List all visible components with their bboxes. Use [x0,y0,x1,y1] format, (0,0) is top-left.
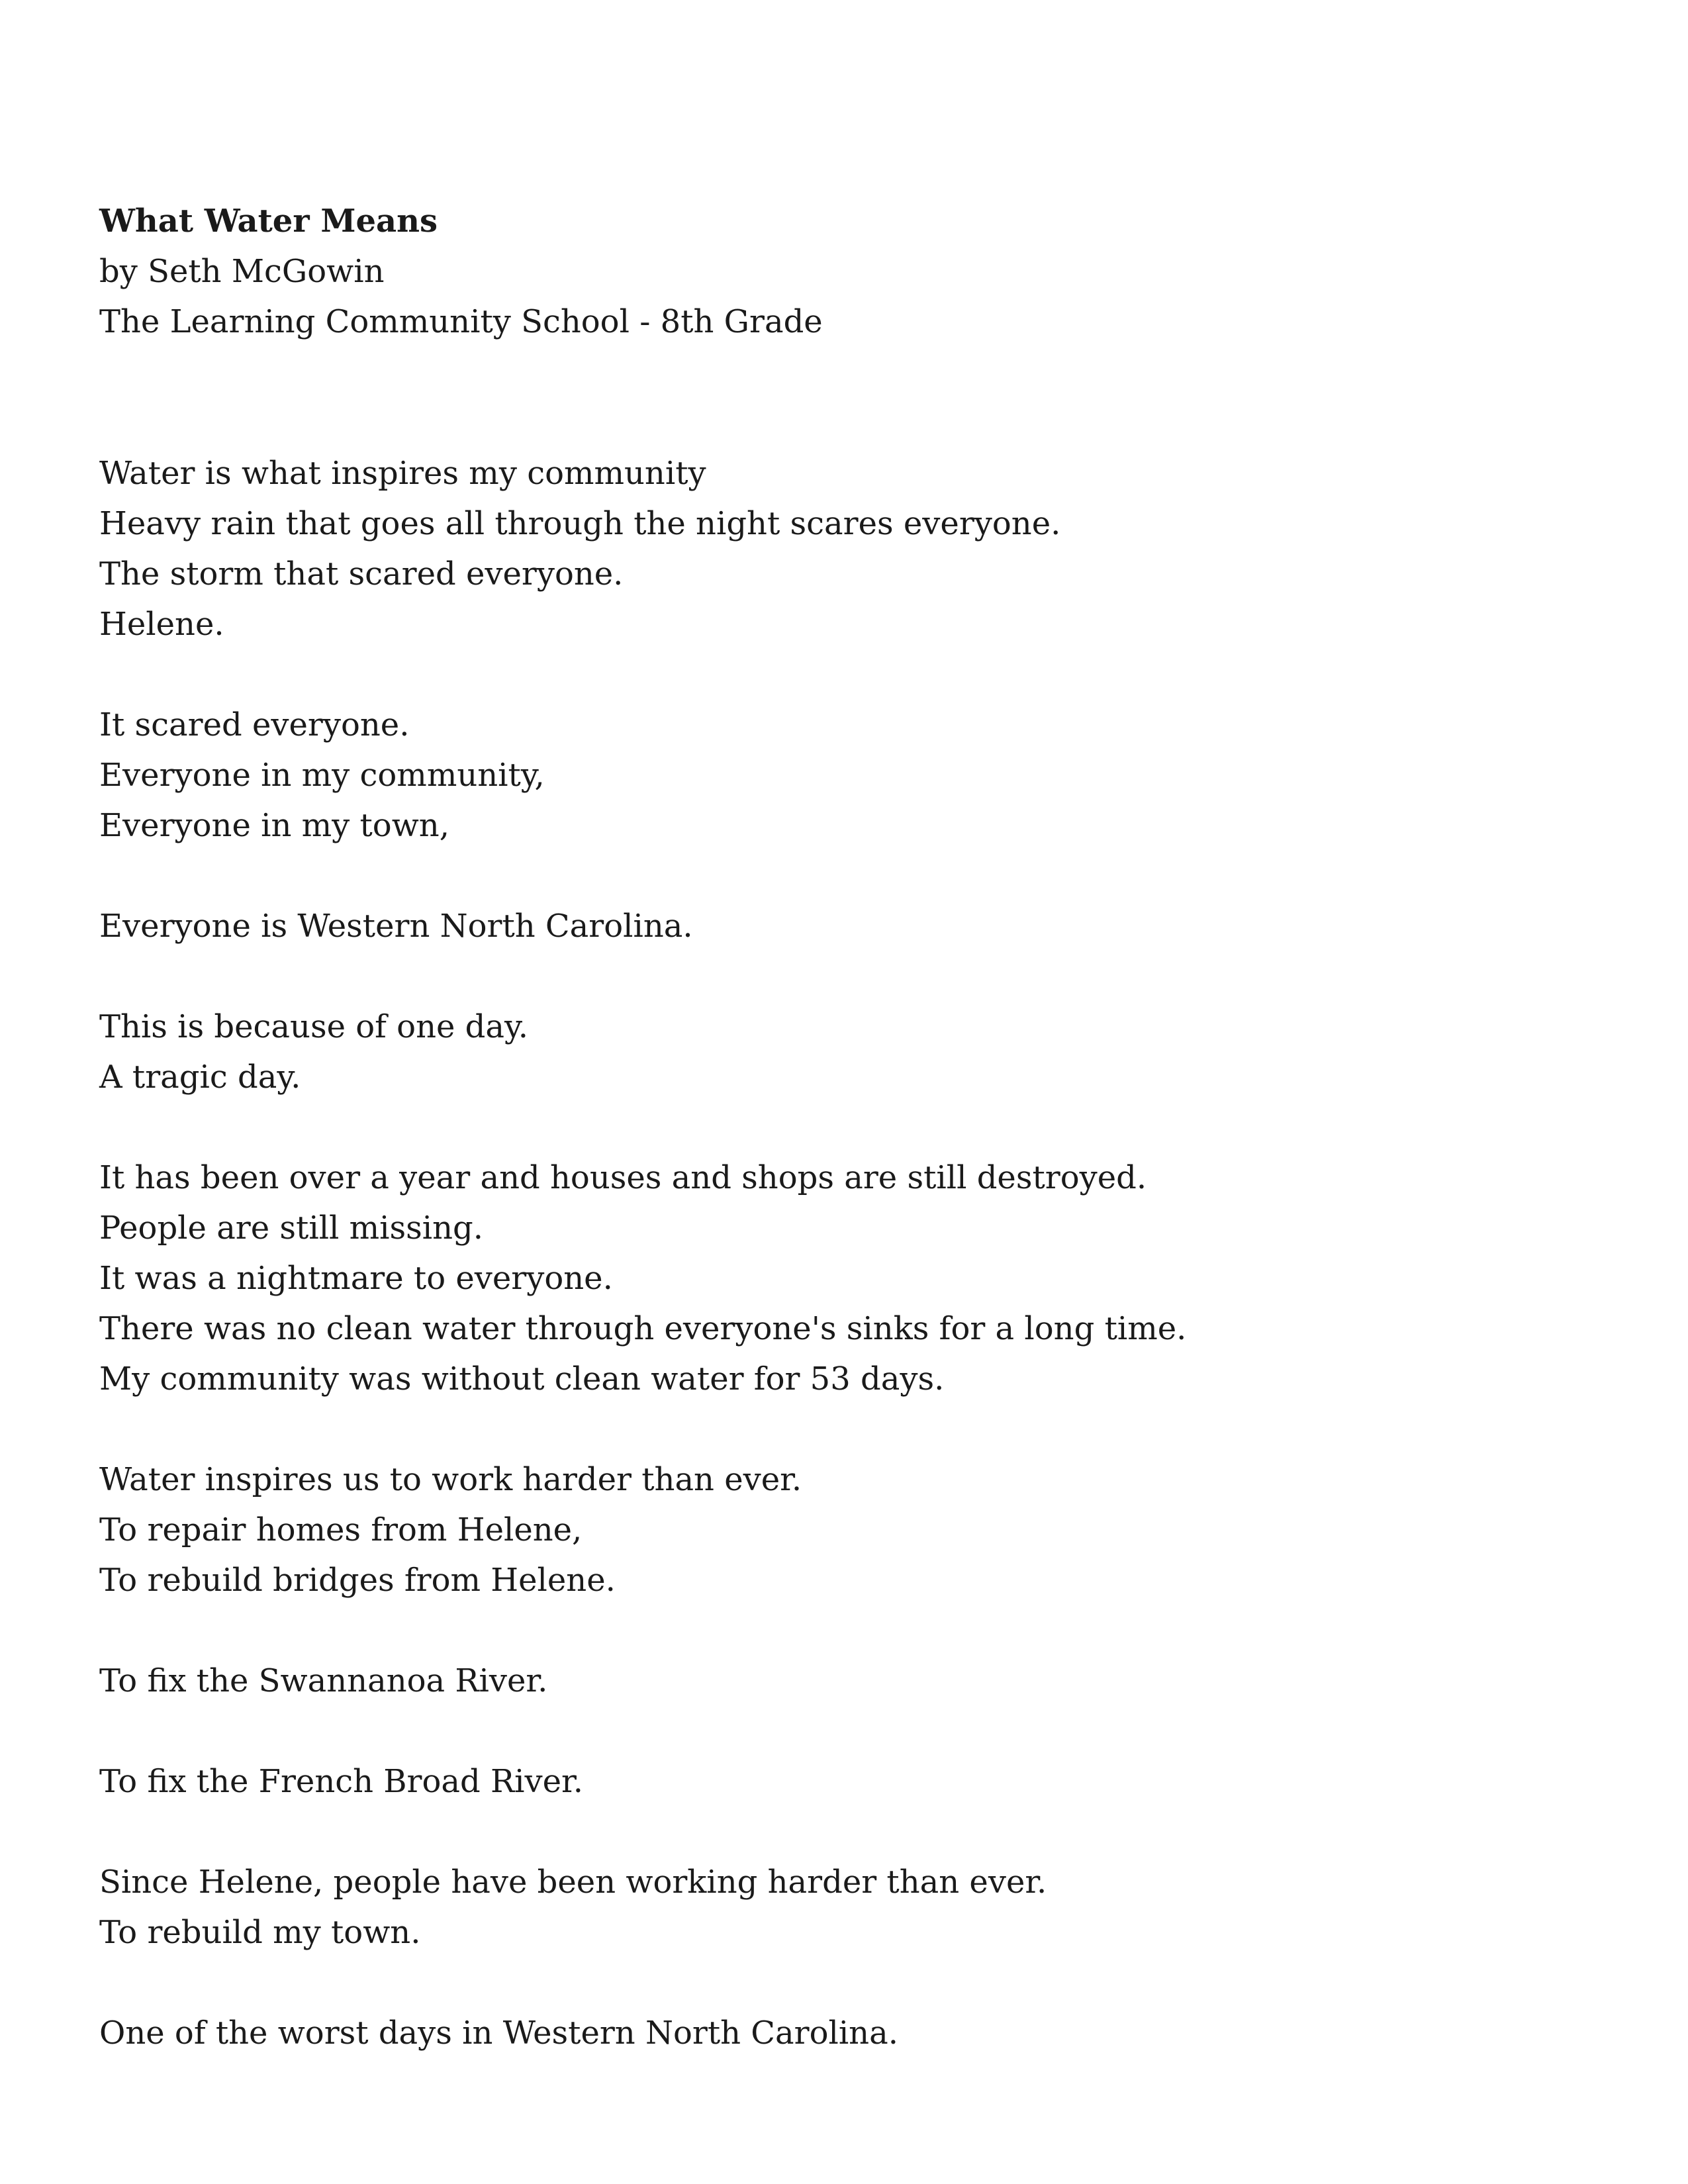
poem-body [99,448,1186,2058]
stanza [99,1153,1186,1404]
poem-line: People are still missing. [99,1210,484,1247]
poem-line: It has been over a year and houses and shops are still destroyed. [99,1159,1147,1196]
stanza [99,700,1186,851]
poem-line: Everyone in my community, [99,757,545,794]
poem-line: There was no clean water through everyone's sinks for a long time. [99,1310,1187,1347]
poem-author: by Seth McGowin [99,253,385,290]
poem-line: This is because of one day. [99,1008,528,1045]
poem-line: Since Helene, people have been working harder than ever. [99,1864,1047,1901]
stanza [99,448,1186,649]
stanza [99,1857,1186,1958]
poem-header [99,196,823,347]
poem-line: Everyone is Western North Carolina. [99,908,693,945]
poem-line: One of the worst days in Western North Carolina. [99,2015,898,2052]
stanza [99,1756,1186,1807]
poem-line: To rebuild my town. [99,1914,421,1951]
poem-line: To fix the French Broad River. [99,1763,583,1800]
stanza [99,1454,1186,1605]
poem-line: Water is what inspires my community [99,455,706,492]
poem-line: It was a nightmare to everyone. [99,1260,613,1297]
stanza [99,901,1186,951]
poem-line: Everyone in my town, [99,807,449,844]
poem-line: Water inspires us to work harder than ever. [99,1461,802,1498]
poem-line: To fix the Swannanoa River. [99,1662,548,1699]
school-grade: The Learning Community School - 8th Grade [99,303,823,340]
poem-line: It scared everyone. [99,706,410,743]
poem-line: A tragic day. [99,1059,301,1096]
stanza [99,1002,1186,1102]
poem-line: To repair homes from Helene, [99,1511,583,1548]
stanza [99,2008,1186,2058]
poem-line: Helene. [99,606,224,643]
poem-line: Heavy rain that goes all through the night scares everyone. [99,505,1061,542]
poem-title: What Water Means [99,203,438,240]
poem-line: The storm that scared everyone. [99,555,624,593]
stanza [99,1656,1186,1706]
poem-line: My community was without clean water for 53 days. [99,1360,945,1398]
poem-line: To rebuild bridges from Helene. [99,1562,616,1599]
